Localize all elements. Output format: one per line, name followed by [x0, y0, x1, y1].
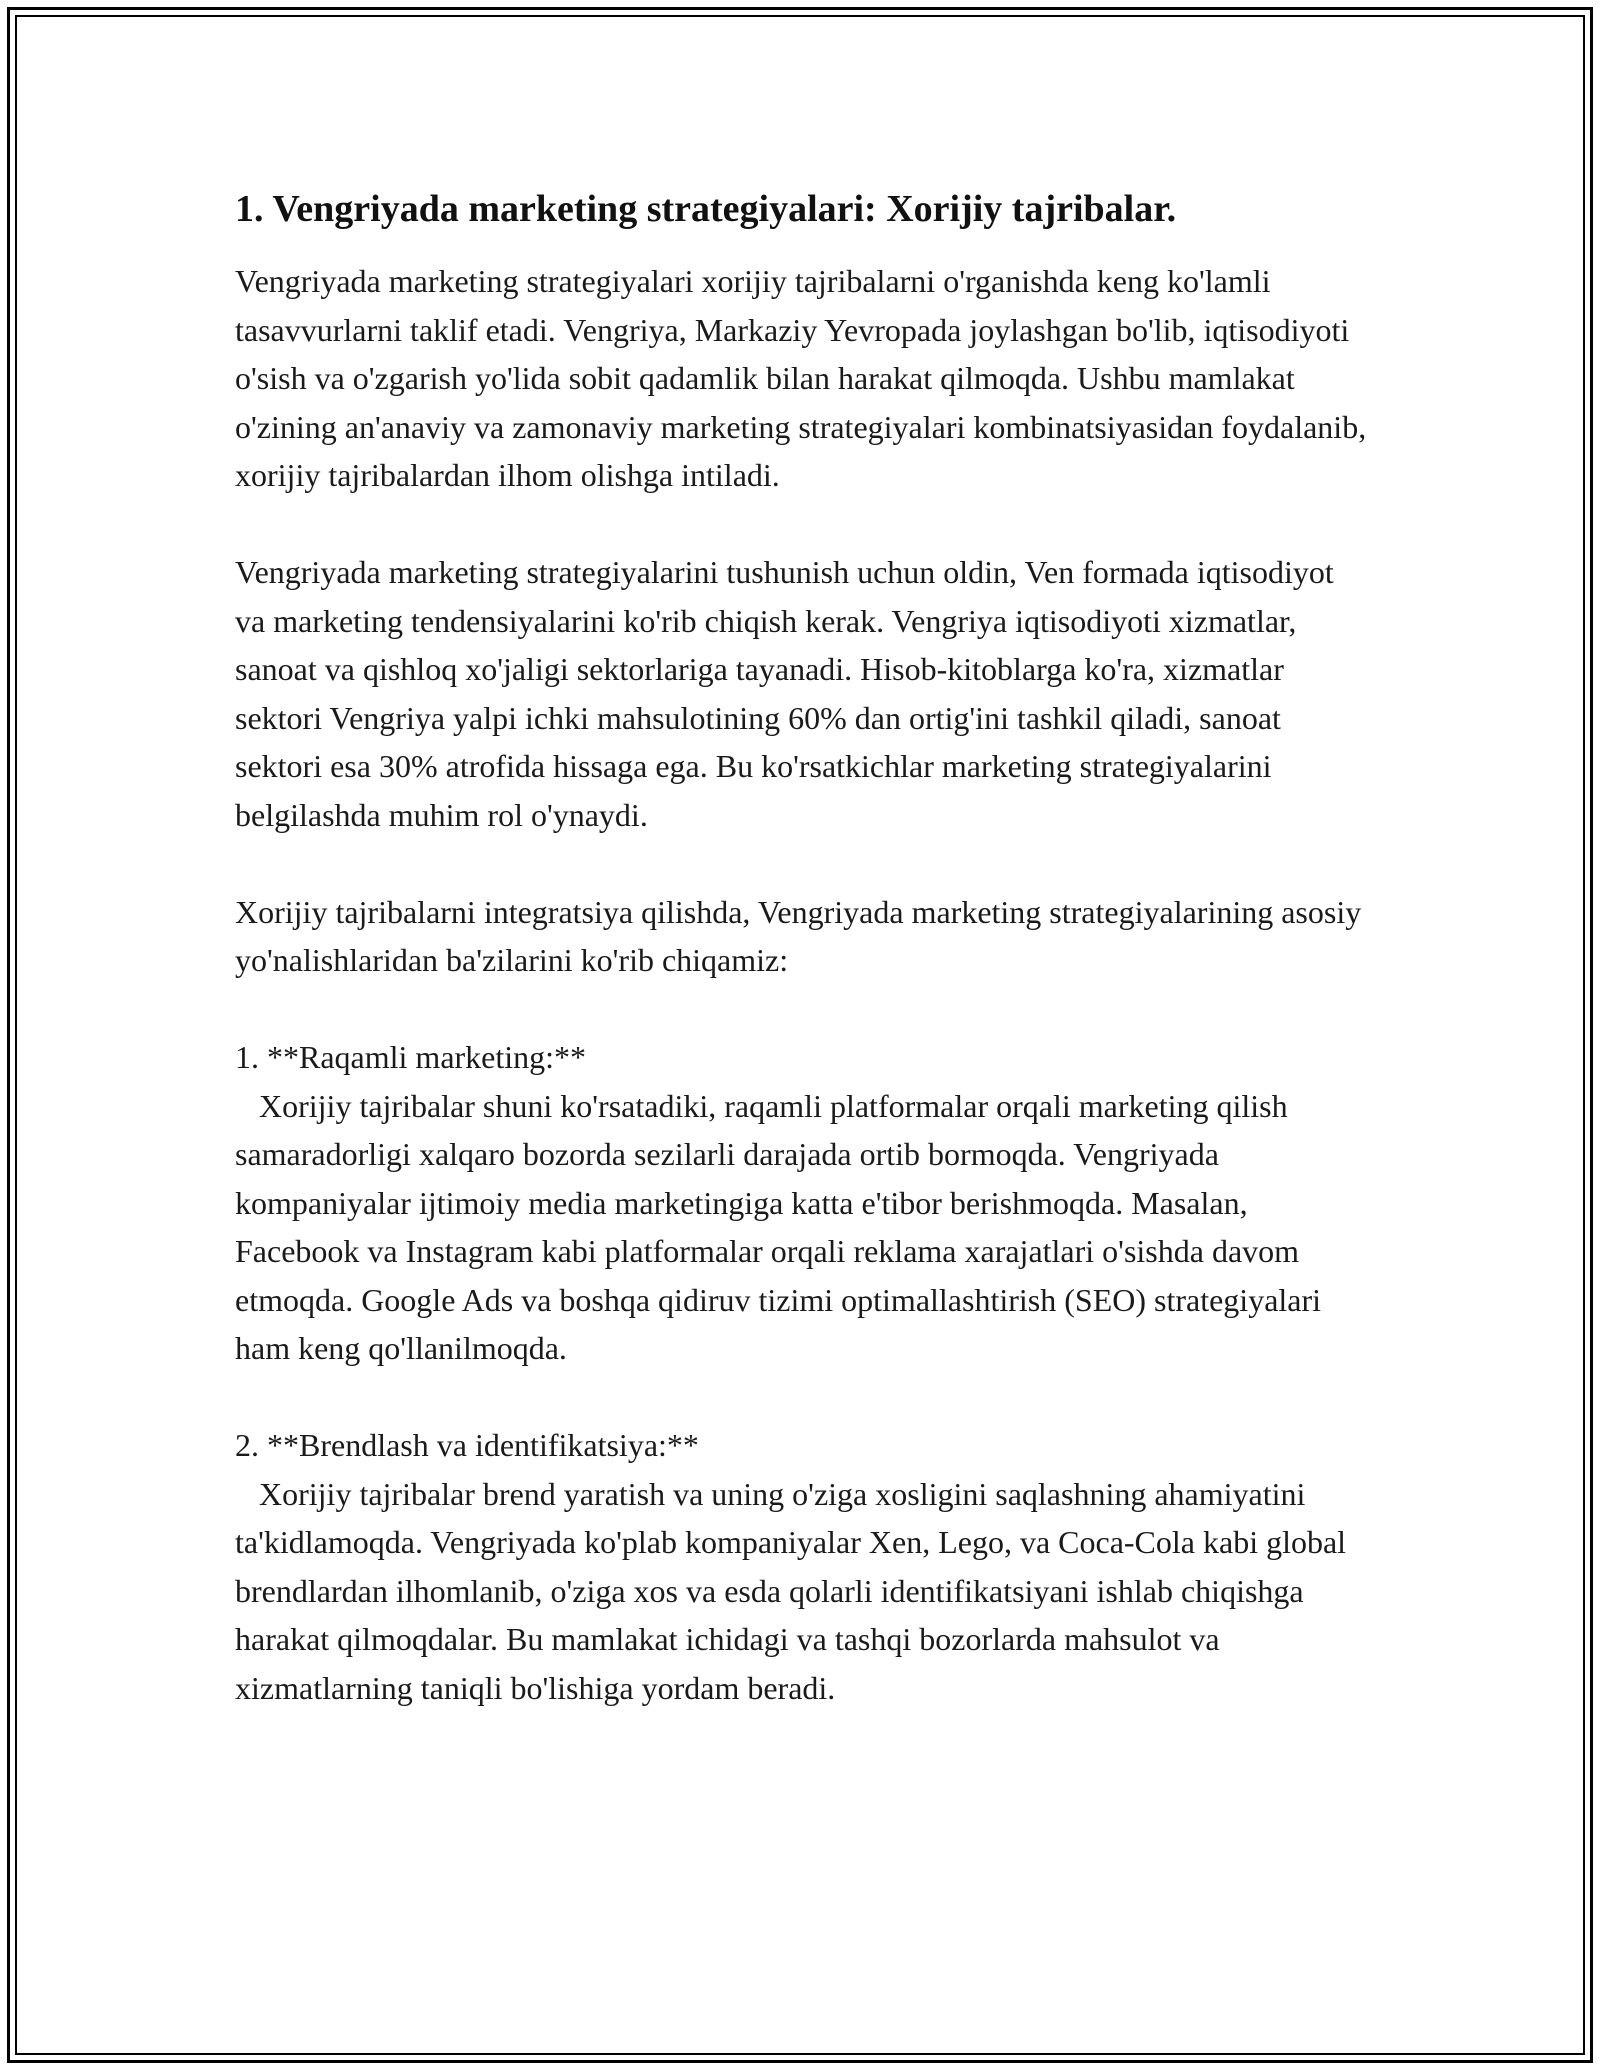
list-item-body-text: Xorijiy tajribalar brend yaratish va uning o'ziga xosligini saqlashning ahamiyatini ta'kidlamoqda. Vengriyada ko'plab kompaniyalar Xen, Lego, va Coca-Cola kabi global brendlardan ilhomlanib, o'ziga xos va esda qolarli identifikatsiyani ishlab chiqishga harakat qilmoqdalar. Bu mamlakat ichidagi va tashqi bozorlarda mahsulot va xizmatlarning taniqli bo'lishiga yordam beradi.	[235, 1475, 1355, 1706]
document-title: 1. Vengriyada marketing strategiyalari: Xorijiy tajribalar.	[235, 188, 1177, 230]
list-item-heading: 1. **Raqamli marketing:**	[235, 1039, 587, 1075]
list-item-body	[235, 1082, 1370, 1373]
list-item-heading: 2. **Brendlash va identifikatsiya:**	[235, 1427, 699, 1463]
list-item	[235, 1033, 1370, 1373]
list-item-body	[235, 1470, 1370, 1713]
list-item	[235, 1421, 1370, 1712]
paragraph-directions: Xorijiy tajribalarni integratsiya qilishda, Vengriyada marketing strategiyalarining asosiy yo'nalishlaridan ba'zilarini ko'rib chiqamiz:	[235, 893, 1370, 978]
list-item-body-text: Xorijiy tajribalar shuni ko'rsatadiki, raqamli platformalar orqali marketing qilish samaradorligi xalqaro bozorda sezilarli darajada ortib bormoqda. Vengriyada kompaniyalar ijtimoiy media marketingiga katta e'tibor berishmoqda. Masalan, Facebook va Instagram kabi platformalar orqali reklama xarajatlari o'sishda davom etmoqda. Google Ads va boshqa qidiruv tizimi optimallashtirish (SEO) strategiyalari ham keng qo'llanilmoqda.	[235, 1087, 1330, 1366]
paragraph-economy: Vengriyada marketing strategiyalarini tushunish uchun oldin, Ven formada iqtisodiyot va marketing tendensiyalarini ko'rib chiqish kerak. Vengriya iqtisodiyoti xizmatlar, sanoat va qishloq xo'jaligi sektorlariga tayanadi. Hisob-kitoblarga ko'ra, xizmatlar sektori Vengriya yalpi ichki mahsulotining 60% dan ortig'ini tashkil qiladi, sanoat sektori esa 30% atrofida hissaga ega. Bu ko'rsatkichlar marketing strategiyalarini belgilashda muhim rol o'ynaydi.	[235, 554, 1342, 833]
paragraph-intro: Vengriyada marketing strategiyalari xorijiy tajribalarni o'rganishda keng ko'lamli tasavvurlarni taklif etadi. Vengriya, Markaziy Yevropada joylashgan bo'lib, iqtisodiyoti o'sish va o'zgarish yo'lida sobit qadamlik bilan harakat qilmoqda. Ushbu mamlakat o'zining an'anaviy va zamonaviy marketing strategiyalari kombinatsiyasidan foydalanib, xorijiy tajribalardan ilhom olishga intiladi.	[235, 263, 1375, 493]
document-body	[235, 185, 1375, 1761]
